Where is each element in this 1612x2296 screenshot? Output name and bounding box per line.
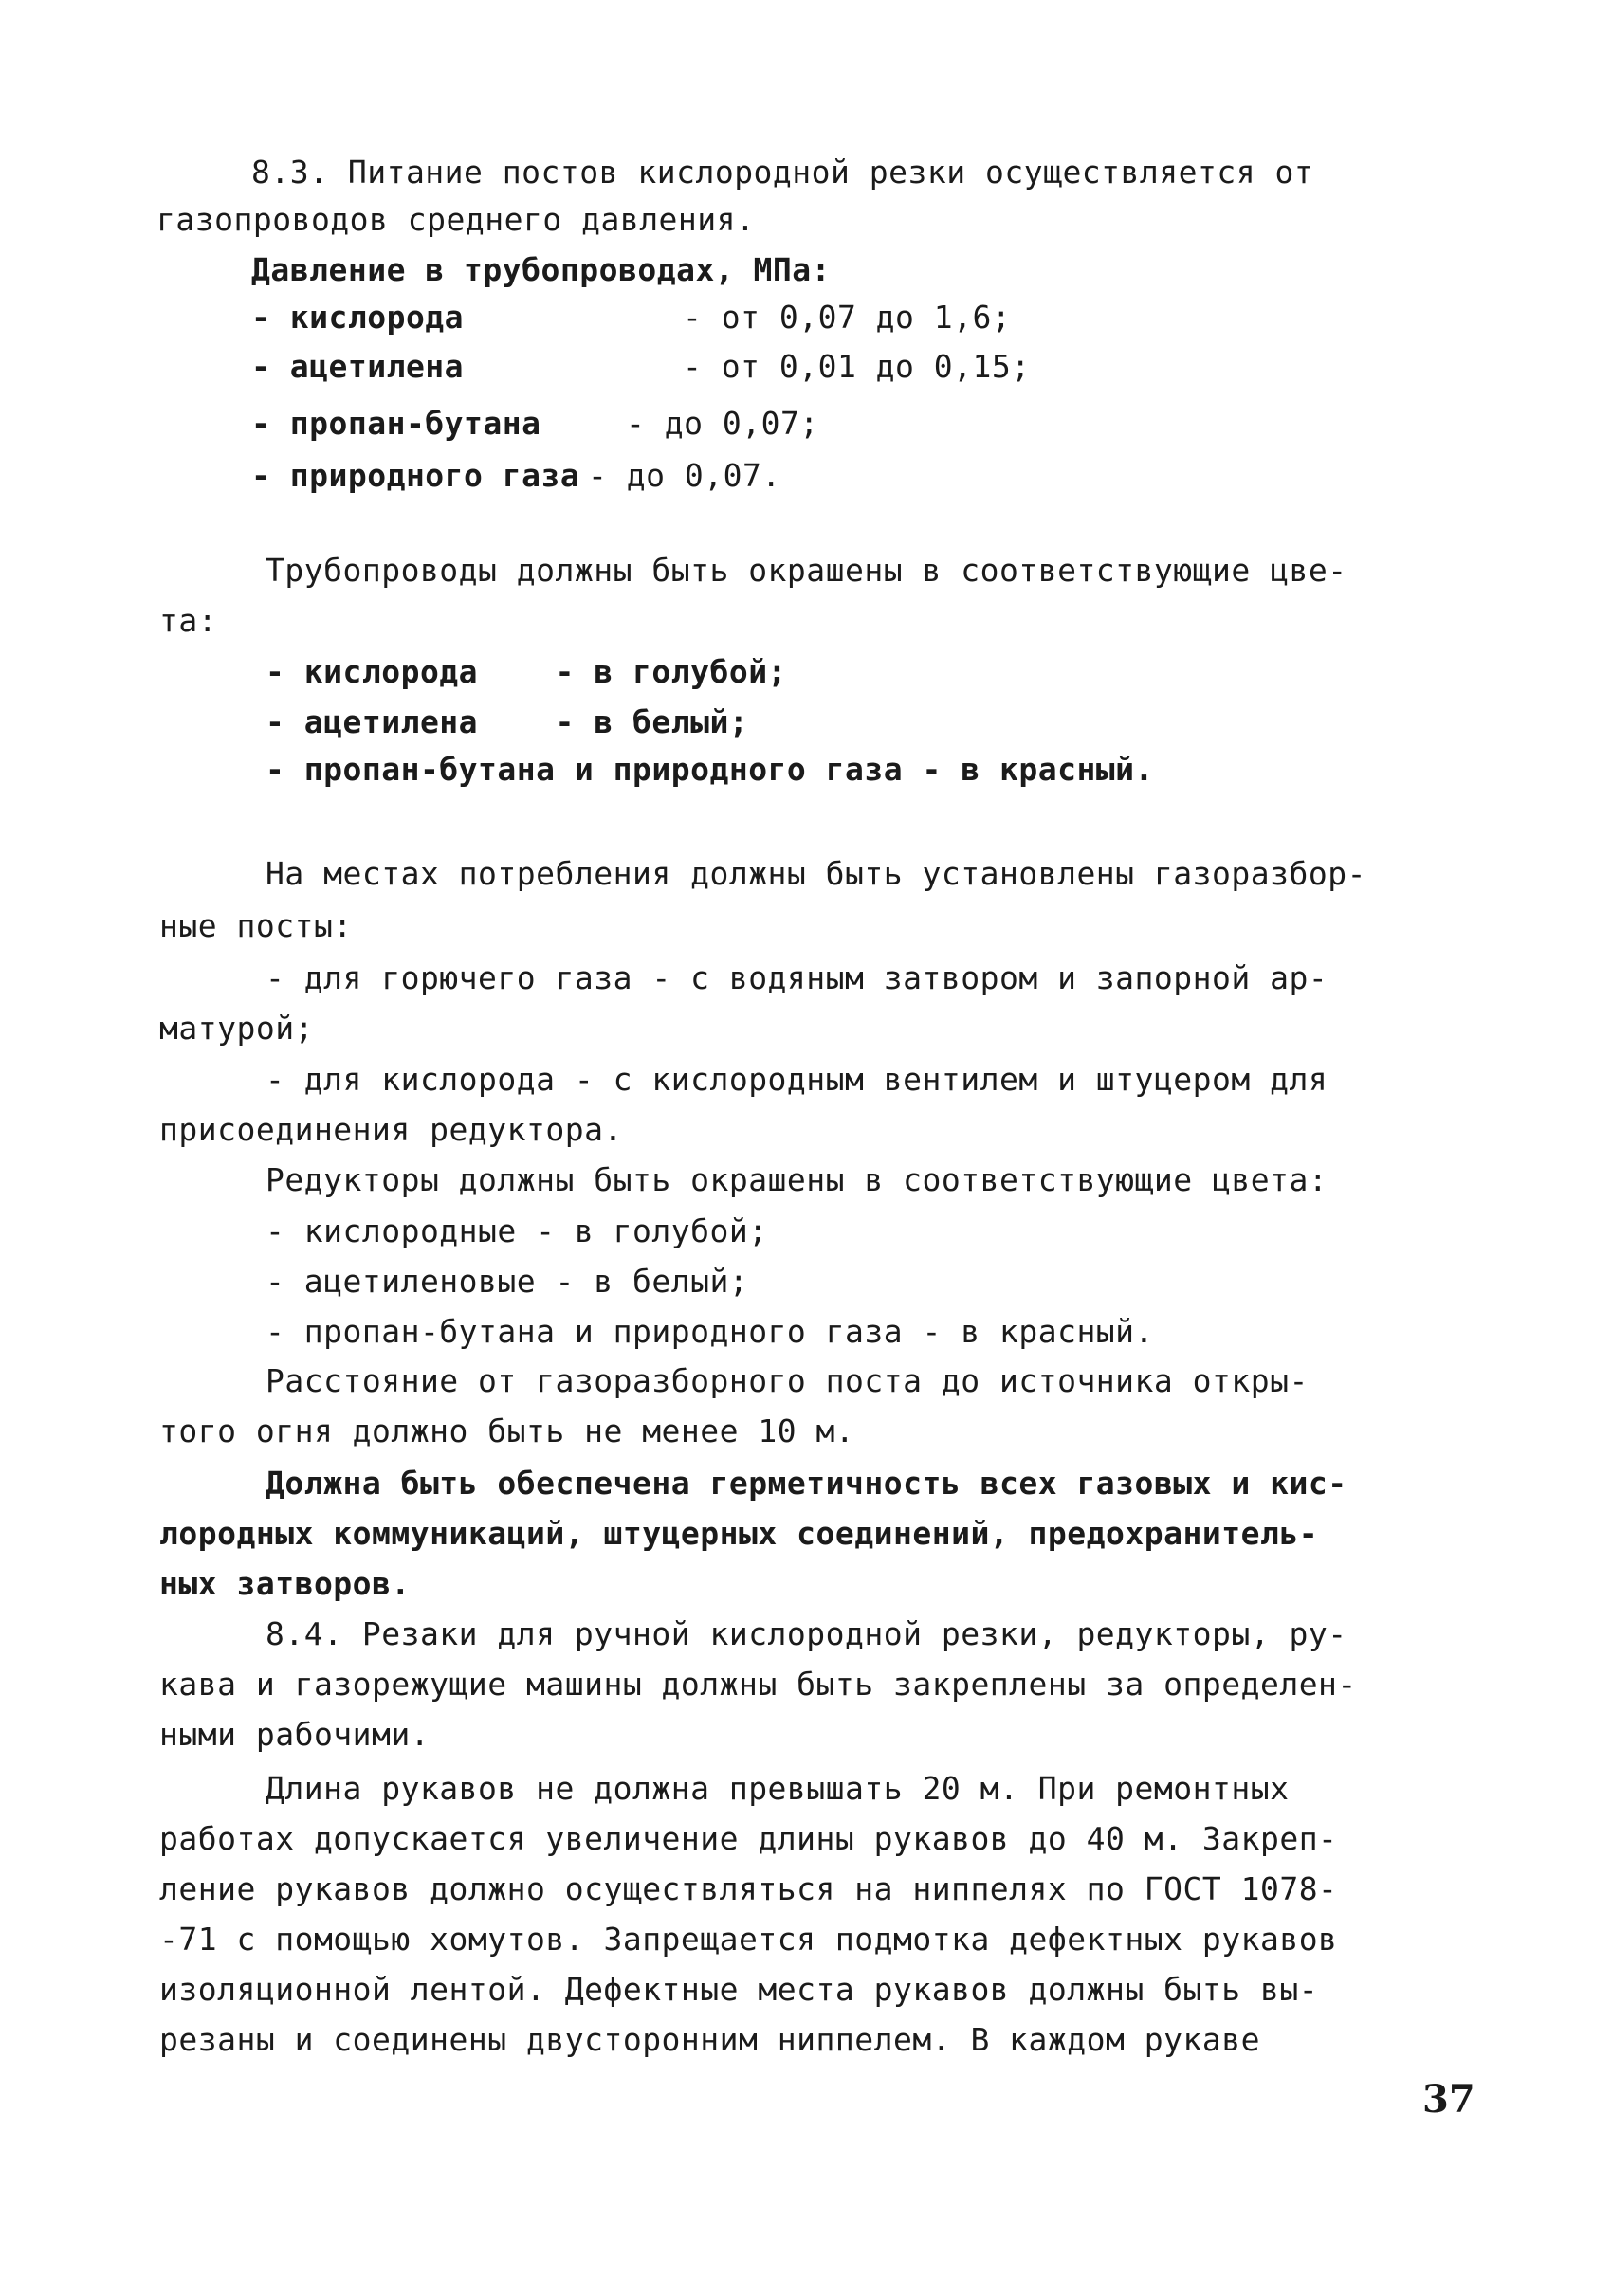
posts-paragraph-line: присоединения редуктора. bbox=[159, 1111, 623, 1148]
pressure-item-value: - до 0,07. bbox=[588, 457, 781, 494]
reducer-color-item: - кислородные - в голубой; bbox=[266, 1212, 768, 1249]
reducers-paragraph-line: Редукторы должны быть окрашены в соответствующие цвета: bbox=[266, 1161, 1328, 1198]
posts-paragraph-line: На местах потребления должны быть установлены газоразбор- bbox=[266, 855, 1366, 892]
pressure-item-value: - до 0,07; bbox=[626, 405, 819, 442]
section-8-4-line: ными рабочими. bbox=[159, 1716, 430, 1753]
reducer-color-item: - пропан-бутана и природного газа - в красный. bbox=[266, 1313, 1154, 1350]
pipeline-color-item: - ацетилена - в белый; bbox=[266, 703, 749, 740]
hoses-paragraph-line: резаны и соединены двусторонним ниппелем. В каждом рукаве bbox=[159, 2021, 1260, 2058]
page-number: 37 bbox=[1422, 2077, 1475, 2122]
pressure-item-name: - кислорода bbox=[251, 299, 465, 336]
section-8-4-line: 8.4. Резаки для ручной кислородной резки, редукторы, ру- bbox=[266, 1615, 1347, 1652]
pressure-item-name: - природного газа bbox=[251, 457, 580, 494]
pipeline-color-item: - кислорода - в голубой; bbox=[266, 653, 787, 690]
distance-paragraph-line: Расстояние от газоразборного поста до источника откры- bbox=[266, 1362, 1309, 1399]
pressure-item-name: - ацетилена bbox=[251, 348, 465, 385]
posts-paragraph-line: - для горючего газа - с водяным затвором и запорной ар- bbox=[266, 959, 1328, 996]
pressure-item-value: - от 0,07 до 1,6; bbox=[683, 299, 1012, 336]
hoses-paragraph-line: работах допускается увеличение длины рукавов до 40 м. Закреп- bbox=[159, 1820, 1338, 1857]
distance-paragraph-line: того огня должно быть не менее 10 м. bbox=[159, 1412, 855, 1449]
pipelines-paragraph-line-1: Трубопроводы должны быть окрашены в соответствующие цве- bbox=[266, 552, 1347, 589]
section-8-3-line-1: 8.3. Питание постов кислородной резки осуществляется от bbox=[251, 154, 1314, 191]
pipeline-color-item: - пропан-бутана и природного газа - в красный. bbox=[266, 751, 1154, 788]
tightness-paragraph-line: ных затворов. bbox=[159, 1565, 411, 1602]
hoses-paragraph-line: -71 с помощью хомутов. Запрещается подмотка дефектных рукавов bbox=[159, 1921, 1338, 1958]
posts-paragraph-line: - для кислорода - с кислородным вентилем и штуцером для bbox=[266, 1061, 1328, 1098]
pressure-item-value: - от 0,01 до 0,15; bbox=[683, 348, 1031, 385]
tightness-paragraph-line: Должна быть обеспечена герметичность всех газовых и кис- bbox=[266, 1465, 1347, 1502]
tightness-paragraph-line: лородных коммуникаций, штуцерных соединений, предохранитель- bbox=[159, 1515, 1319, 1552]
hoses-paragraph-line: изоляционной лентой. Дефектные места рукавов должны быть вы- bbox=[159, 1971, 1319, 2008]
reducer-color-item: - ацетиленовые - в белый; bbox=[266, 1263, 749, 1300]
posts-paragraph-line: ные посты: bbox=[159, 907, 353, 944]
section-8-3-line-2: газопроводов среднего давления. bbox=[156, 201, 756, 238]
hoses-paragraph-line: Длина рукавов не должна превышать 20 м. При ремонтных bbox=[266, 1770, 1290, 1807]
hoses-paragraph-line: ление рукавов должно осуществляться на ниппелях по ГОСТ 1078- bbox=[159, 1870, 1338, 1907]
section-8-4-line: кава и газорежущие машины должны быть закреплены за определен- bbox=[159, 1666, 1357, 1703]
pressure-heading: Давление в трубопроводах, МПа: bbox=[251, 251, 832, 288]
posts-paragraph-line: матурой; bbox=[159, 1010, 314, 1047]
pipelines-paragraph-line-2: та: bbox=[159, 602, 218, 639]
pressure-item-name: - пропан-бутана bbox=[251, 405, 541, 442]
